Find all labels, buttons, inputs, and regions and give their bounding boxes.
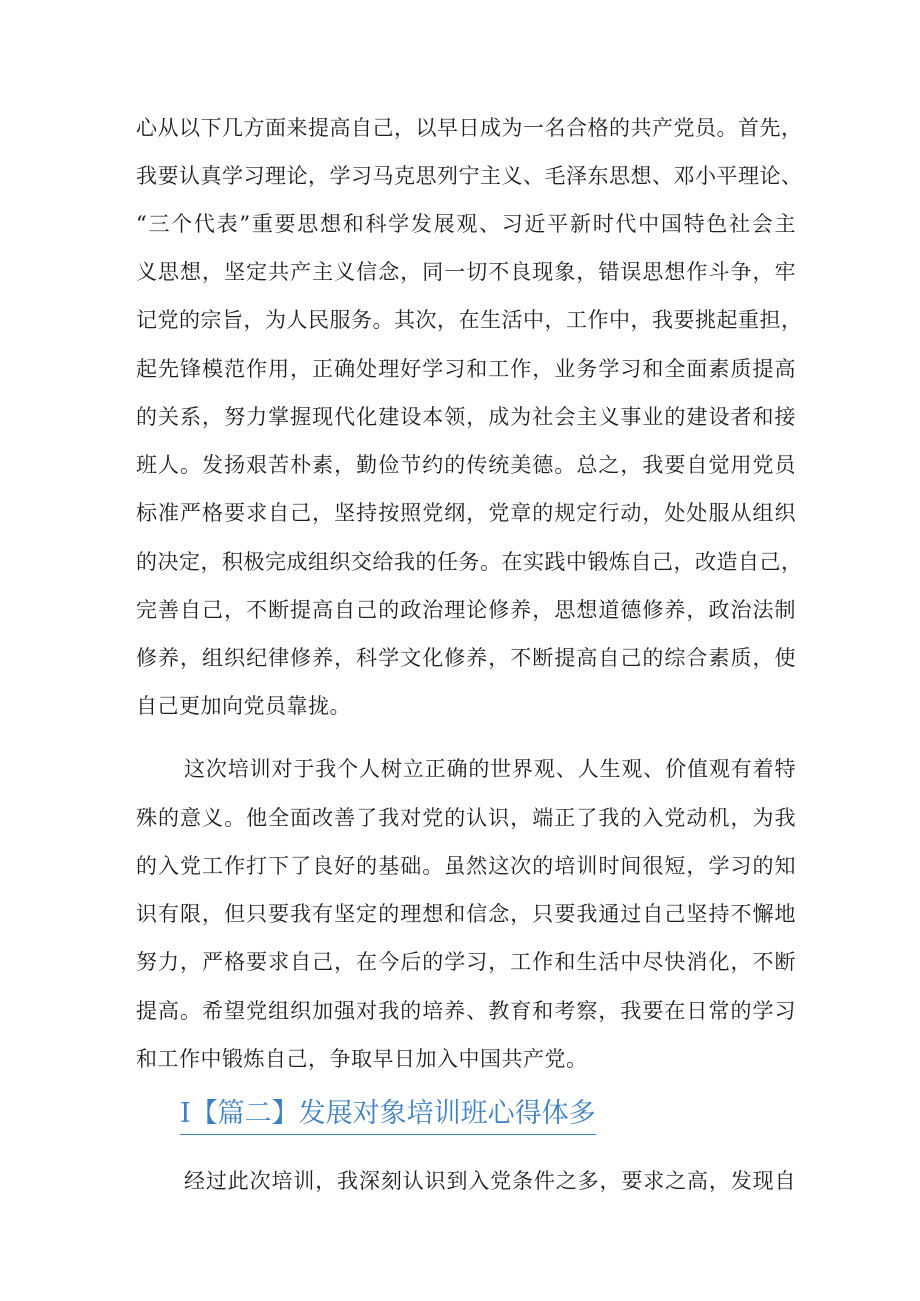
paragraph-2-line-5: 努力，严格要求自己，在今后的学习，工作和生活中尽快消化，不断 [136, 950, 796, 974]
paragraph-2-line-7: 和工作中锻炼自己，争取早日加入中国共产党。 [136, 1047, 588, 1071]
paragraph-1-line-6: 起先锋模范作用，正确处理好学习和工作，业务学习和全面素质提高 [136, 357, 796, 381]
paragraph-1-line-2: 我要认真学习理论，学习马克思列宁主义、毛泽东思想、邓小平理论、 [136, 164, 803, 188]
paragraph-2-line-4: 识有限，但只要我有坚定的理想和信念，只要我通过自己坚持不懈地 [136, 902, 796, 926]
paragraph-1-line-5: 记党的宗旨，为人民服务。其次，在生活中，工作中，我要挑起重担， [136, 308, 803, 332]
paragraph-1-line-10: 的决定，积极完成组织交给我的任务。在实践中锻炼自己，改造自己， [136, 550, 803, 574]
paragraph-2-line-6: 提高。希望党组织加强对我的培养、教育和考察，我要在日常的学习 [136, 999, 796, 1023]
paragraph-1-line-12: 修养，组织纪律修养，科学文化修养，不断提高自己的综合素质，使 [136, 646, 796, 670]
paragraph-1-line-3: “三个代表”重要思想和科学发展观、习近平新时代中国特色社会主 [136, 212, 796, 236]
paragraph-1-line-7: 的关系，努力掌握现代化建设本领，成为社会主义事业的建设者和接 [136, 405, 796, 429]
paragraph-1-line-13: 自己更加向党员靠拢。 [136, 694, 351, 718]
paragraph-1-line-8: 班人。发扬艰苦朴素，勤俭节约的传统美德。总之，我要自觉用党员 [136, 453, 796, 477]
paragraph-2-line-3: 的入党工作打下了良好的基础。虽然这次的培训时间很短，学习的知 [136, 854, 796, 878]
section-heading: I【篇二】发展对象培训班心得体多 [180, 1094, 596, 1135]
paragraph-1-line-4: 义思想，坚定共产主义信念，同一切不良现象，错误思想作斗争，牢 [136, 260, 796, 284]
paragraph-2-line-1: 这次培训对于我个人树立正确的世界观、人生观、价值观有着特 [184, 757, 796, 781]
paragraph-2-line-2: 殊的意义。他全面改善了我对党的认识，端正了我的入党动机，为我 [136, 806, 796, 830]
paragraph-1-line-1: 心从以下几方面来提高自己，以早日成为一名合格的共产党员。首先， [136, 116, 803, 140]
paragraph-1-line-9: 标准严格要求自己，坚持按照党纲，党章的规定行动，处处服从组织 [136, 501, 796, 525]
paragraph-1-line-11: 完善自己，不断提高自己的政治理论修养，思想道德修养，政治法制 [136, 598, 796, 622]
paragraph-3-line-1: 经过此次培训，我深刻认识到入党条件之多，要求之高，发现自 [184, 1169, 796, 1193]
